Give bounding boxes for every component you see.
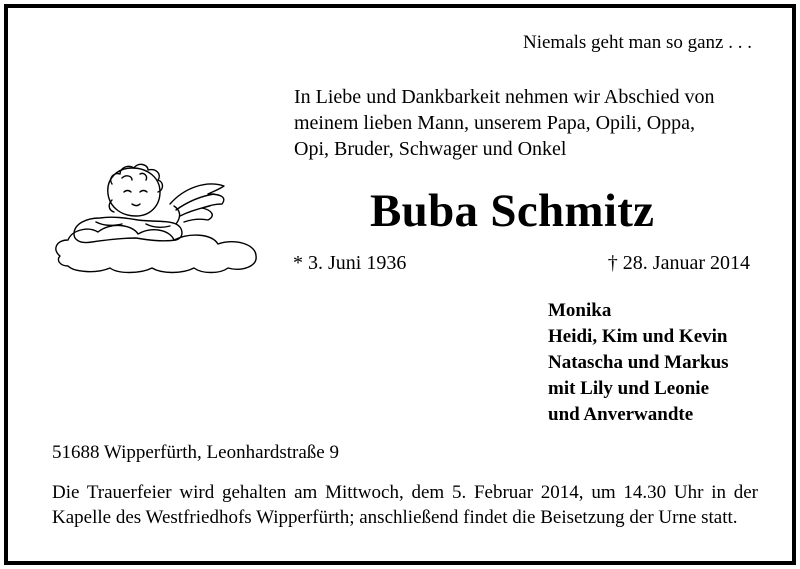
- birth-date: * 3. Juni 1936: [293, 252, 407, 274]
- mourner-line: und Anverwandte: [548, 404, 694, 425]
- obituary-notice: [4, 4, 796, 565]
- ceremony-info: Die Trauerfeier wird gehalten am Mittwoch, dem 5. Februar 2014, um 14.30 Uhr in der Kapelle des Westfriedhofs Wipperfürth; anschließend findet die Beisetzung der Urne statt.: [52, 482, 758, 528]
- address: 51688 Wipperfürth, Leonhardstraße 9: [52, 442, 339, 463]
- deceased-name: Buba Schmitz: [370, 185, 655, 237]
- death-date: † 28. Januar 2014: [607, 252, 750, 274]
- mourners-list: [548, 298, 729, 428]
- mourner-line: Monika: [548, 300, 612, 321]
- farewell-line: meinem lieben Mann, unserem Papa, Opili, Oppa,: [294, 112, 696, 134]
- farewell-line: In Liebe und Dankbarkeit nehmen wir Abschied von: [294, 86, 715, 108]
- farewell-text: [294, 84, 714, 162]
- mourner-line: mit Lily und Leonie: [548, 378, 709, 399]
- farewell-line: Opi, Bruder, Schwager und Onkel: [294, 138, 567, 160]
- motto: Niemals geht man so ganz . . .: [522, 32, 752, 53]
- angel-on-cloud-icon: [52, 160, 266, 276]
- mourner-line: Natascha und Markus: [548, 352, 729, 373]
- mourner-line: Heidi, Kim und Kevin: [548, 326, 728, 347]
